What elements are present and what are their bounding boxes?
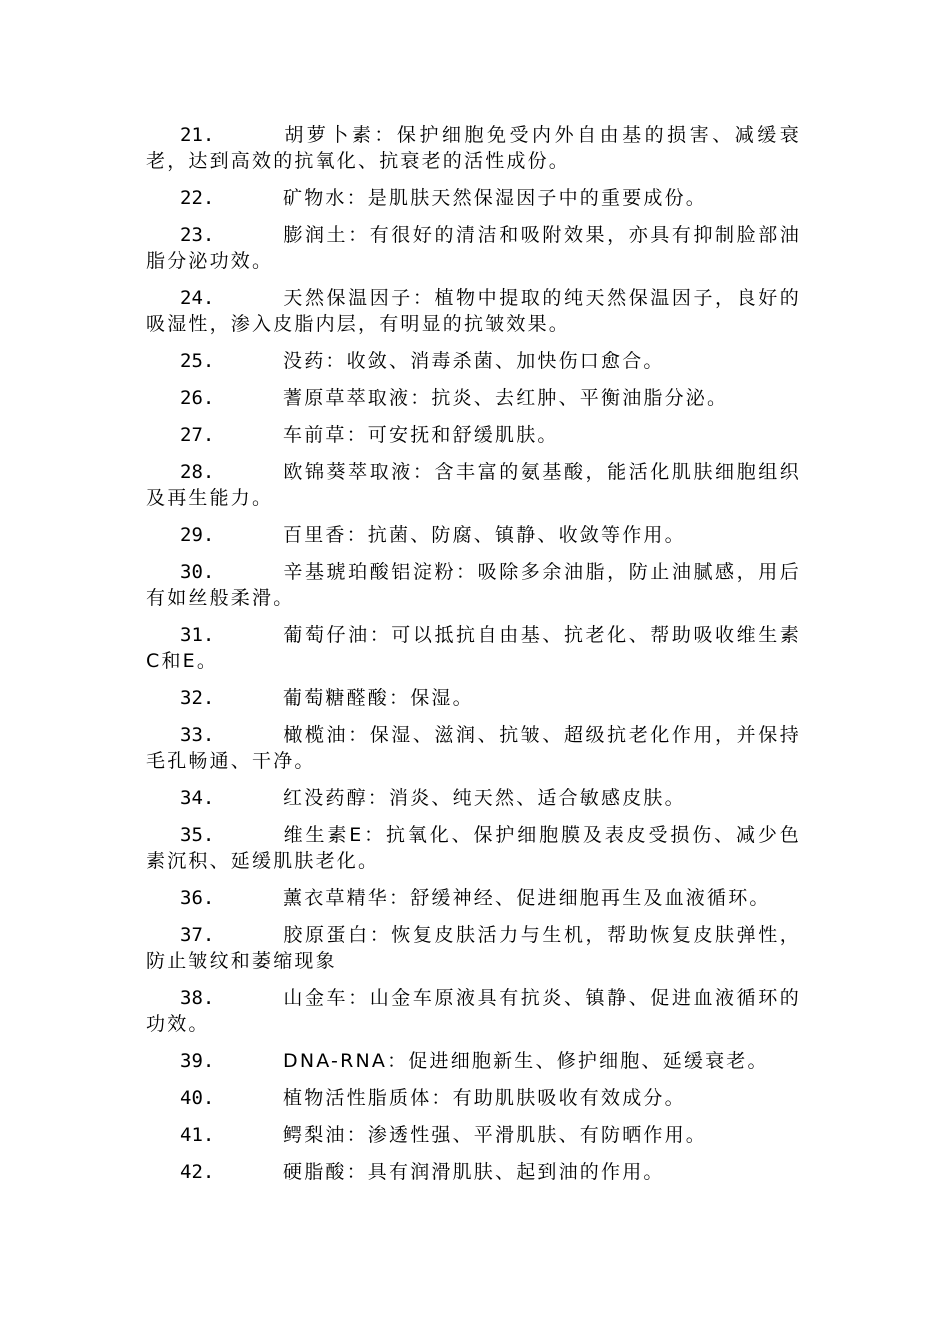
list-item: [146, 285, 801, 337]
item-text: 天然保温因子：植物中提取的纯天然保温因子，良好的吸湿性，渗入皮脂内层，有明显的抗皱效果。: [146, 287, 801, 335]
item-number: 28.: [180, 461, 215, 483]
item-text: 百里香：抗菌、防腐、镇静、收敛等作用。: [283, 524, 686, 546]
item-text: 红没药醇：消炎、纯天然、适合敏感皮肤。: [283, 787, 686, 809]
item-number: 36.: [180, 887, 215, 909]
item-number: 38.: [180, 987, 215, 1009]
item-number: 23.: [180, 224, 215, 246]
list-item: [146, 122, 801, 174]
list-item: [146, 685, 801, 711]
item-number: 25.: [180, 350, 215, 372]
item-number: 41.: [180, 1124, 215, 1146]
list-item: [146, 985, 801, 1037]
item-number: 33.: [180, 724, 215, 746]
item-text: 鳄梨油：渗透性强、平滑肌肤、有防晒作用。: [283, 1124, 708, 1146]
ingredient-list: [146, 122, 801, 1196]
item-number: 21.: [180, 124, 215, 146]
item-text: 矿物水：是肌肤天然保湿因子中的重要成份。: [283, 187, 708, 209]
list-item: [146, 622, 801, 674]
item-number: 26.: [180, 387, 215, 409]
item-number: 37.: [180, 924, 215, 946]
item-text: 山金车：山金车原液具有抗炎、镇静、促进血液循环的功效。: [146, 987, 801, 1035]
item-text: 欧锦葵萃取液：含丰富的氨基酸，能活化肌肤细胞组织及再生能力。: [146, 461, 801, 509]
item-number: 42.: [180, 1161, 215, 1183]
list-item: [146, 922, 801, 974]
item-text: 胶原蛋白：恢复皮肤活力与生机，帮助恢复皮肤弹性，防止皱纹和萎缩现象: [146, 924, 801, 972]
list-item: [146, 722, 801, 774]
list-item: [146, 385, 801, 411]
item-number: 22.: [180, 187, 215, 209]
item-text: 没药：收敛、消毒杀菌、加快伤口愈合。: [283, 350, 665, 372]
list-item: [146, 348, 801, 374]
item-text: 蓍原草萃取液：抗炎、去红肿、平衡油脂分泌。: [283, 387, 729, 409]
list-item: [146, 1122, 801, 1148]
item-number: 35.: [180, 824, 215, 846]
item-text: 硬脂酸：具有润滑肌肤、起到油的作用。: [283, 1161, 665, 1183]
item-number: 40.: [180, 1087, 215, 1109]
list-item: [146, 822, 801, 874]
item-text: DNA-RNA：促进细胞新生、修护细胞、延缓衰老。: [283, 1050, 769, 1072]
item-number: 31.: [180, 624, 215, 646]
list-item: [146, 1159, 801, 1185]
item-number: 34.: [180, 787, 215, 809]
item-number: 30.: [180, 561, 215, 583]
item-number: 32.: [180, 687, 215, 709]
list-item: [146, 1085, 801, 1111]
list-item: [146, 559, 801, 611]
item-number: 39.: [180, 1050, 215, 1072]
item-text: 葡萄糖醛酸：保湿。: [283, 687, 474, 709]
item-text: 维生素E：抗氧化、保护细胞膜及表皮受损伤、减少色素沉积、延缓肌肤老化。: [146, 824, 801, 872]
item-number: 29.: [180, 524, 215, 546]
list-item: [146, 185, 801, 211]
item-text: 车前草：可安抚和舒缓肌肤。: [283, 424, 559, 446]
item-number: 27.: [180, 424, 215, 446]
item-text: 橄榄油：保湿、滋润、抗皱、超级抗老化作用，并保持毛孔畅通、干净。: [146, 724, 801, 772]
list-item: [146, 785, 801, 811]
list-item: [146, 422, 801, 448]
item-text: 葡萄仔油：可以抵抗自由基、抗老化、帮助吸收维生素C和E。: [146, 624, 801, 672]
list-item: [146, 522, 801, 548]
list-item: [146, 1048, 801, 1074]
list-item: [146, 459, 801, 511]
item-text: 辛基琥珀酸铝淀粉：吸除多余油脂，防止油腻感，用后有如丝般柔滑。: [146, 561, 801, 609]
list-item: [146, 222, 801, 274]
item-number: 24.: [180, 287, 215, 309]
list-item: [146, 885, 801, 911]
item-text: 膨润土：有很好的清洁和吸附效果，亦具有抑制脸部油脂分泌功效。: [146, 224, 801, 272]
item-text: 胡萝卜素：保护细胞免受内外自由基的损害、减缓衰老，达到高效的抗氧化、抗衰老的活性成份。: [146, 124, 801, 172]
item-text: 薰衣草精华：舒缓神经、促进细胞再生及血液循环。: [283, 887, 771, 909]
item-text: 植物活性脂质体：有助肌肤吸收有效成分。: [283, 1087, 686, 1109]
